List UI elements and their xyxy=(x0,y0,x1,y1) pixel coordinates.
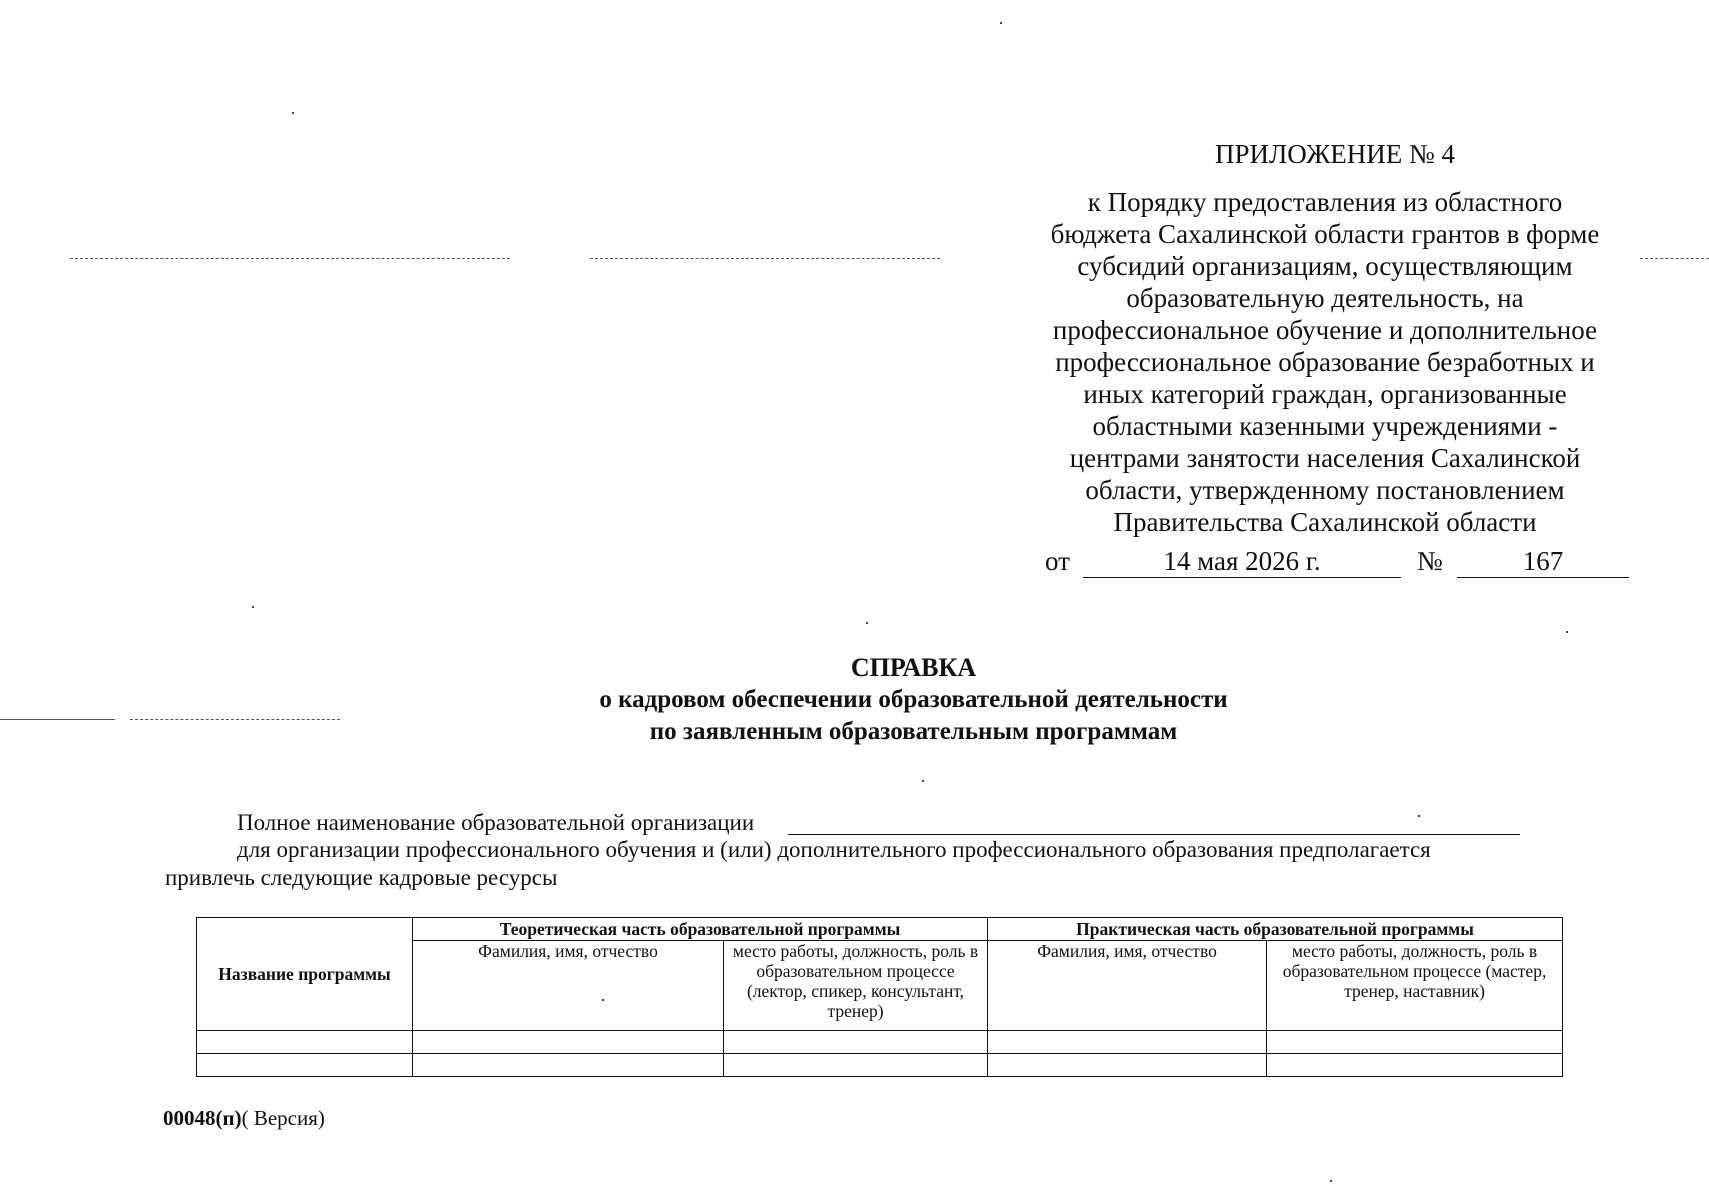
practice-role-header: место работы, должность, роль в образовательном процессе (мастер, тренер, наставник) xyxy=(1267,941,1563,1031)
table-cell[interactable] xyxy=(197,1054,413,1077)
appendix-line: областными казенными учреждениями - xyxy=(1092,411,1558,441)
scan-speck xyxy=(1330,1180,1332,1182)
table-cell[interactable] xyxy=(988,1054,1267,1077)
form-version: ( Версия) xyxy=(241,1106,325,1130)
appendix-line: центрами занятости населения Сахалинской xyxy=(1069,443,1581,473)
program-name-header: Название программы xyxy=(197,918,413,1031)
intro-text-line: для организации профессионального обучения и (или) дополнительного профессионального образования предполагается xyxy=(237,837,1431,862)
theory-name-header: Фамилия, имя, отчество xyxy=(413,941,724,1031)
appendix-title: ПРИЛОЖЕНИЕ № 4 xyxy=(1214,139,1456,169)
scan-artifact-line xyxy=(590,258,940,259)
resolution-date: 14 мая 2026 г. xyxy=(1083,545,1401,578)
table-cell[interactable] xyxy=(413,1054,724,1077)
scan-speck xyxy=(602,999,604,1001)
appendix-line: бюджета Сахалинской области грантов в форме xyxy=(1050,219,1600,249)
appendix-line: к Порядку предоставления из областного xyxy=(1087,187,1563,217)
table-cell[interactable] xyxy=(1267,1054,1563,1077)
number-label: № xyxy=(1417,546,1443,576)
document-title xyxy=(400,652,1427,748)
scan-speck xyxy=(252,606,254,608)
table-cell[interactable] xyxy=(988,1031,1267,1054)
practice-group-header: Практическая часть образовательной программы xyxy=(988,918,1563,941)
appendix-line: образовательную деятельность, на xyxy=(1126,283,1524,313)
resolution-number: 167 xyxy=(1457,545,1629,578)
scan-speck xyxy=(292,112,294,114)
scan-speck xyxy=(1566,631,1568,633)
appendix-block xyxy=(1025,138,1625,538)
table-cell[interactable] xyxy=(413,1031,724,1054)
theory-role-header: место работы, должность, роль в образовательном процессе (лектор, спикер, консультант, тренер) xyxy=(724,941,988,1031)
table-row xyxy=(197,1031,1563,1054)
appendix-line: профессиональное образование безработных и xyxy=(1055,347,1595,377)
table-cell[interactable] xyxy=(724,1054,988,1077)
scan-artifact-line xyxy=(0,719,115,720)
scan-speck xyxy=(922,780,924,782)
form-code-number: 00048(п) xyxy=(163,1106,242,1130)
practice-name-header: Фамилия, имя, отчество xyxy=(988,941,1267,1031)
resolution-reference xyxy=(1045,545,1645,579)
from-label: от xyxy=(1045,546,1070,576)
appendix-line: субсидий организациям, осуществляющим xyxy=(1077,251,1573,281)
intro-text-line: привлечь следующие кадровые ресурсы xyxy=(165,865,558,890)
appendix-line: области, утвержденному постановлением xyxy=(1085,475,1565,505)
table-cell[interactable] xyxy=(1267,1031,1563,1054)
scan-speck xyxy=(866,622,868,624)
document-subtitle-line: по заявленным образовательным программам xyxy=(649,718,1178,745)
scan-speck xyxy=(1000,22,1002,24)
appendix-line: иных категорий граждан, организованные xyxy=(1083,379,1567,409)
document-subtitle-line: о кадровом обеспечении образовательной деятельности xyxy=(599,686,1228,713)
form-code xyxy=(163,1106,325,1131)
document-title-main: СПРАВКА xyxy=(850,653,977,682)
staffing-table xyxy=(196,917,1563,1077)
scan-speck xyxy=(1418,815,1420,817)
table-row xyxy=(197,1054,1563,1077)
table-cell[interactable] xyxy=(724,1031,988,1054)
appendix-text xyxy=(1025,186,1625,538)
appendix-line: профессиональное обучение и дополнительное xyxy=(1052,315,1598,345)
org-name-field[interactable] xyxy=(788,834,1520,835)
scan-artifact-line xyxy=(1640,258,1709,259)
scan-artifact-line xyxy=(70,258,510,259)
scan-artifact-line xyxy=(130,719,340,720)
appendix-line: Правительства Сахалинской области xyxy=(1113,507,1537,537)
org-name-label: Полное наименование образовательной организации xyxy=(237,810,755,835)
theory-group-header: Теоретическая часть образовательной программы xyxy=(413,918,988,941)
table-cell[interactable] xyxy=(197,1031,413,1054)
